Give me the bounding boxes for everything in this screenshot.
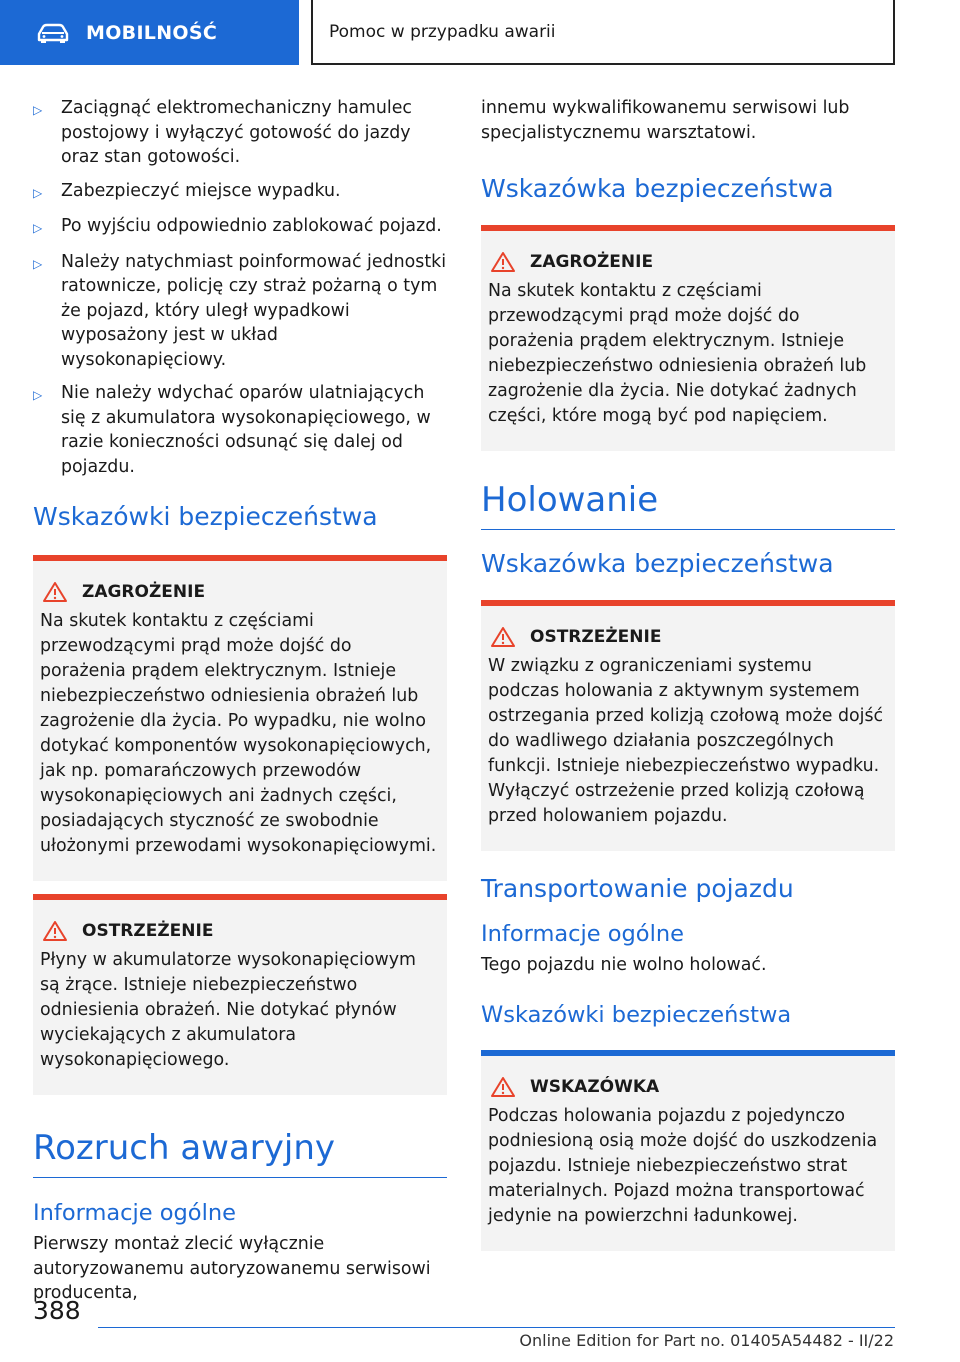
subsection-heading: Wskazówki bezpieczeństwa	[481, 1001, 792, 1028]
chapter-heading: Rozruch awaryjny	[33, 1128, 336, 1168]
section-heading: Wskazówki bezpieczeństwa	[33, 502, 378, 531]
heading-rule	[481, 529, 895, 530]
subsection-heading: Informacje ogólne	[481, 921, 684, 947]
section-label: MOBILNOŚĆ	[86, 21, 218, 44]
warning-triangle-icon	[42, 920, 68, 942]
step-marker-icon: ▷	[33, 256, 43, 271]
box-text: Na skutek kontaktu z częściami przewodzącymi prąd może dojść do porażenia prądem elektrycznym. Istnieje niebezpieczeństwo odniesienia obrażeń lub zagrożenie dla życia. Nie dotykać żadnych części, które mogą być pod napięciem.	[488, 281, 867, 426]
paragraph: Pierwszy montaż zlecić wyłącznie autoryzowanemu autoryzowanemu serwisowi producenta,	[33, 1234, 431, 1303]
box-title: ZAGROŻENIE	[82, 582, 206, 602]
list-item: ▷ Zabezpieczyć miejsce wypadku.	[33, 179, 447, 206]
warning-triangle-icon	[490, 1076, 516, 1098]
warning-triangle-icon	[490, 251, 516, 273]
chapter-heading: Holowanie	[481, 480, 659, 520]
heading-rule	[33, 1177, 447, 1178]
box-text: Podczas holowania pojazdu z pojedynczo podniesioną osią może dojść do uszkodzenia pojazdu. Istnieje niebezpieczeństwo strat materialnych. Pojazd można transportować jedynie na powierzchni ładunkowej.	[488, 1105, 878, 1226]
paragraph: innemu wykwalifikowanemu serwisowi lub specjalistycznemu warsztatowi.	[481, 98, 850, 143]
box-title: WSKAZÓWKA	[530, 1076, 660, 1097]
page-header	[0, 0, 960, 66]
warning-triangle-icon	[42, 581, 68, 603]
footer-rule	[98, 1327, 895, 1328]
section-heading: Wskazówka bezpieczeństwa	[481, 174, 834, 203]
box-text: Płyny w akumulatorze wysokonapięciowym są żrące. Istnieje niebezpieczeństwo odniesienia obrażeń. Nie dotykać płynów wyciekających z akumulatora wysokonapięciowego.	[40, 950, 416, 1070]
step-marker-icon: ▷	[33, 388, 43, 402]
subsection-heading: Informacje ogólne	[33, 1200, 236, 1226]
list-item: ▷ Należy natychmiast poinformować jednostki ratownicze, policję czy straż pożarną o tym że pojazd, który uległ wypadkowi wyposażony jest w układ wysokonapięciowy.	[33, 250, 447, 373]
left-column	[33, 96, 447, 1306]
list-item: ▷ Nie należy wdychać oparów ulatniających się z akumulatora wysokonapięciowego, w razie konieczności odsunąć się dalej od pojazdu.	[33, 381, 447, 479]
paragraph: Tego pojazdu nie wolno holować.	[481, 955, 767, 975]
section-heading: Wskazówka bezpieczeństwa	[481, 549, 834, 578]
footer-edition: Online Edition for Part no. 01405A54482 - II/22	[519, 1331, 894, 1350]
danger-box	[33, 555, 447, 881]
box-title: OSTRZEŻENIE	[530, 627, 662, 647]
right-column	[481, 96, 895, 1251]
car-icon	[36, 22, 70, 44]
note-box	[481, 1050, 895, 1251]
warning-box	[481, 600, 895, 851]
box-title: OSTRZEŻENIE	[82, 921, 214, 941]
chapter-title: Pomoc w przypadku awarii	[311, 0, 895, 65]
danger-box	[481, 225, 895, 451]
box-text: Na skutek kontaktu z częściami przewodzącymi prąd może dojść do porażenia prądem elektrycznym. Istnieje niebezpieczeństwo odniesienia obrażeń lub zagrożenie dla życia. Po wypadku, nie wolno dotykać komponentów wysokonapięciowych, jak np. pomarańczowych przewodów wysokonapięciowych ani żadnych części, posiadających styczność ze swobodnie ułożonymi przewodami wysokonapięciowymi.	[40, 611, 437, 856]
step-marker-icon: ▷	[33, 185, 43, 200]
list-item: ▷ Zaciągnąć elektromechaniczny hamulec postojowy i wyłączyć gotowość do jazdy oraz stan gotowości.	[33, 96, 447, 170]
section-tab	[0, 0, 299, 65]
step-marker-icon: ▷	[33, 103, 43, 117]
page-number: 388	[33, 1296, 81, 1325]
step-marker-icon: ▷	[33, 221, 43, 235]
warning-triangle-icon	[490, 626, 516, 648]
box-title: ZAGROŻENIE	[530, 252, 654, 272]
section-heading: Transportowanie pojazdu	[481, 874, 794, 903]
step-list	[33, 96, 447, 479]
box-text: W związku z ograniczeniami systemu podczas holowania z aktywnym systemem ostrzegania przed kolizją czołową może dojść do wadliwego działania poszczególnych funkcji. Istnieje niebezpieczeństwo wypadku. Wyłączyć ostrzeżenie przed kolizją czołową przed holowaniem pojazdu.	[488, 656, 884, 826]
list-item: ▷ Po wyjściu odpowiednio zablokować pojazd.	[33, 214, 447, 241]
warning-box	[33, 894, 447, 1095]
